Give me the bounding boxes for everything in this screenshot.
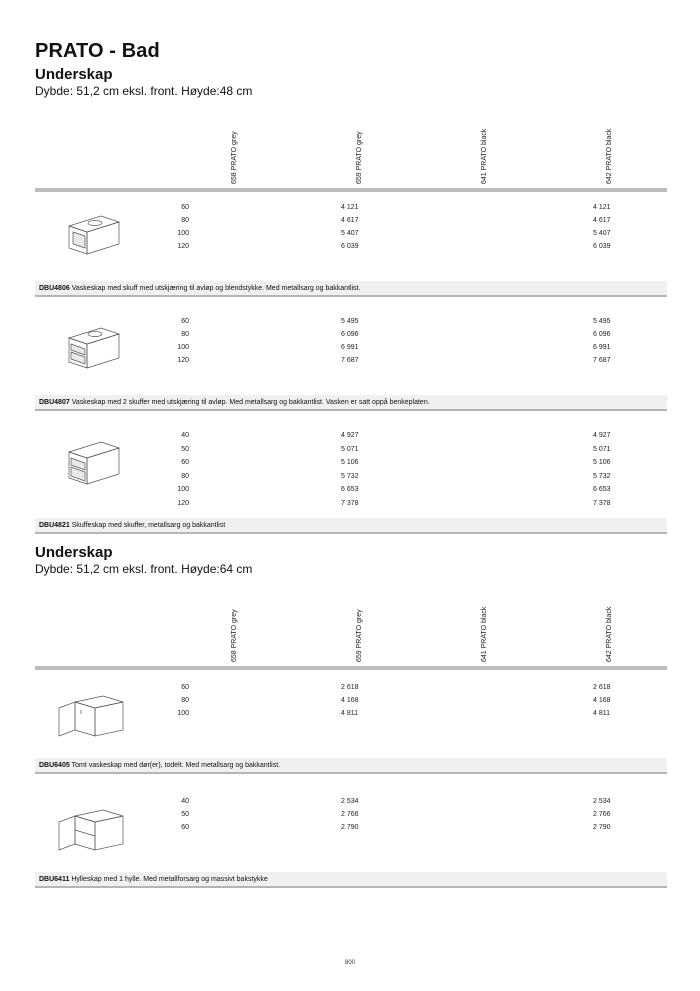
price-row: 80 4 168 4 168 — [181, 697, 611, 704]
column-label: 659 PRATO grey — [356, 131, 363, 184]
price-row: 120 7 378 7 378 — [177, 499, 611, 507]
price-row: 80 4 617 4 617 — [181, 217, 611, 224]
product-description: DBU6411 Hylleskap med 1 hylle. Med metallforsarg og massivt bakstykke — [35, 872, 667, 888]
column-header — [35, 586, 667, 670]
price-row: 40 2 534 2 534 — [181, 798, 611, 805]
column-label: 642 PRATO black — [606, 606, 613, 662]
product-block — [35, 798, 667, 892]
product-code: DBU6405 — [39, 762, 70, 769]
price-row: 100 6 653 6 653 — [177, 486, 611, 493]
price-row: 60 2 618 2 618 — [181, 684, 611, 691]
column-label: 658 PRATO grey — [231, 609, 238, 662]
price-row: 60 4 121 4 121 — [181, 204, 611, 211]
product-block — [35, 432, 667, 534]
price-row: 120 7 687 7 687 — [177, 357, 611, 364]
product-code: DBU6411 — [39, 876, 70, 883]
product-block — [35, 318, 667, 414]
price-row: 40 4 927 4 927 — [181, 432, 611, 439]
product-description: DBU6405 Tomt vaskeskap med dør(er), todelt. Med metallsarg og bakkantlist. — [35, 758, 667, 774]
price-row: 100 6 991 6 991 — [177, 344, 611, 351]
price-row: 60 2 790 2 790 — [181, 824, 611, 831]
column-label: 658 PRATO grey — [231, 131, 238, 184]
price-row: 80 6 096 6 096 — [181, 331, 611, 338]
price-row: 120 6 039 6 039 — [177, 243, 611, 250]
product-block — [35, 684, 667, 774]
section-heading: Underskap — [35, 66, 113, 83]
column-label: 641 PRATO black — [481, 128, 488, 184]
price-row: 60 5 495 5 495 — [181, 318, 611, 325]
product-code: DBU4806 — [39, 285, 70, 292]
price-row: 100 4 811 4 811 — [177, 710, 610, 717]
product-description: DBU4821 Skuffeskap med skuffer, metallsarg og bakkantlist — [35, 518, 667, 534]
column-label: 659 PRATO grey — [356, 609, 363, 662]
price-row: 50 2 766 2 766 — [181, 811, 611, 818]
price-row: 80 5 732 5 732 — [181, 472, 611, 480]
product-description: DBU4807 Vaskeskap med 2 skuffer med utskjæring til avløp. Med metallsarg og bakkantlist. Vasken er satt oppå benkeplaten. — [35, 395, 667, 411]
price-row: 100 5 407 5 407 — [177, 230, 611, 237]
product-description: DBU4806 Vaskeskap med skuff med utskjæring til avløp og blendstykke. Med metallsarg og bakkantlist. — [35, 281, 667, 297]
page-number: 800 — [344, 960, 355, 966]
column-label: 641 PRATO black — [481, 606, 488, 662]
header-divider — [35, 188, 667, 192]
product-code: DBU4807 — [39, 399, 70, 406]
column-label: 642 PRATO black — [606, 128, 613, 184]
header-divider — [35, 666, 667, 670]
page-title: PRATO - Bad — [35, 40, 160, 62]
price-row: 50 5 071 5 071 — [181, 445, 611, 453]
section-subheading: Dybde: 51,2 cm eksl. front. Høyde:64 cm — [35, 562, 253, 576]
price-row: 60 5 106 5 106 — [181, 459, 611, 466]
section-heading: Underskap — [35, 544, 113, 561]
section-subheading: Dybde: 51,2 cm eksl. front. Høyde:48 cm — [35, 84, 253, 98]
column-header — [35, 108, 667, 192]
product-block — [35, 204, 667, 300]
product-code: DBU4821 — [39, 522, 70, 529]
